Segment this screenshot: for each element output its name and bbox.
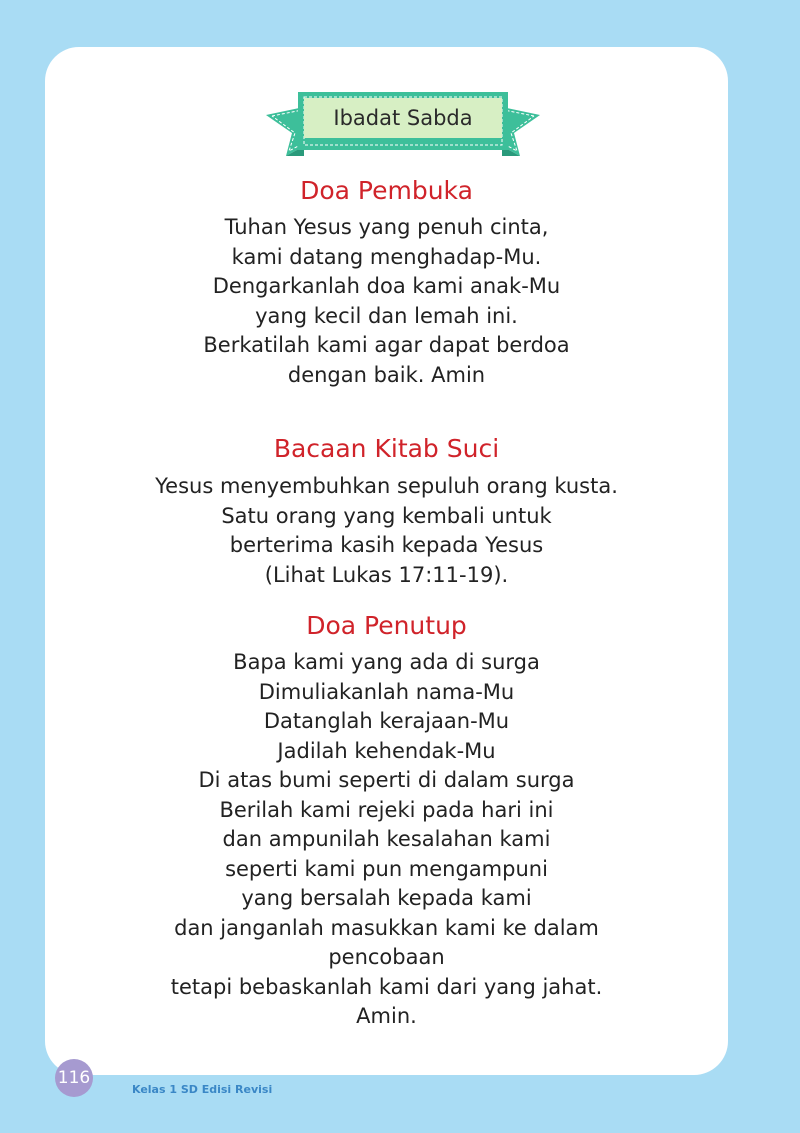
- text-line: Yesus menyembuhkan sepuluh orang kusta.: [155, 474, 618, 498]
- reading-lines: [45, 472, 728, 590]
- scripture-reading-section: [45, 430, 728, 590]
- prayer-lines: [45, 213, 728, 390]
- text-line: Berilah kami rejeki pada hari ini: [219, 797, 554, 822]
- text-line: yang bersalah kepada kami: [241, 886, 532, 910]
- text-line: Satu orang yang kembali untuk: [221, 503, 552, 528]
- text-line: Datanglah kerajaan-Mu: [263, 709, 510, 733]
- section-title: Doa Penutup: [306, 611, 467, 640]
- text-line: Dengarkanlah doa kami anak-Mu: [212, 274, 561, 298]
- text-line: dan ampunilah kesalahan kami: [222, 827, 551, 851]
- closing-prayer-section: [45, 607, 728, 1032]
- text-line: tetapi bebaskanlah kami dari yang jahat.: [170, 974, 603, 999]
- text-line: yang kecil dan lemah ini.: [255, 303, 518, 328]
- text-line: kami datang menghadap-Mu.: [231, 244, 542, 269]
- text-line: dan janganlah masukkan kami ke dalam: [174, 915, 599, 940]
- text-line: (Lihat Lukas 17:11-19).: [264, 562, 509, 587]
- text-line: seperti kami pun mengampuni: [225, 856, 548, 881]
- text-line: Di atas bumi seperti di dalam surga: [198, 768, 575, 792]
- text-line: Berkatilah kami agar dapat berdoa: [203, 333, 570, 357]
- text-line: Bapa kami yang ada di surga: [233, 650, 540, 674]
- text-line: Amin.: [356, 1004, 417, 1028]
- text-line: Dimuliakanlah nama-Mu: [258, 679, 515, 704]
- book-title-footer: Kelas 1 SD Edisi Revisi: [132, 1083, 273, 1096]
- section-title: Bacaan Kitab Suci: [273, 434, 500, 463]
- page-number-badge: 116: [55, 1059, 93, 1097]
- text-line: pencobaan: [328, 945, 445, 969]
- text-line: dengan baik. Amin: [287, 362, 486, 387]
- prayer-lines: [45, 648, 728, 1032]
- section-title: Doa Pembuka: [300, 176, 473, 205]
- text-line: berterima kasih kepada Yesus: [229, 533, 544, 557]
- text-line: Jadilah kehendak-Mu: [277, 738, 496, 763]
- text-line: Tuhan Yesus yang penuh cinta,: [224, 215, 549, 239]
- prayer-content: [45, 172, 728, 1032]
- opening-prayer-section: [45, 172, 728, 390]
- title-ribbon: [264, 88, 542, 164]
- ribbon-title: Ibadat Sabda: [333, 106, 473, 130]
